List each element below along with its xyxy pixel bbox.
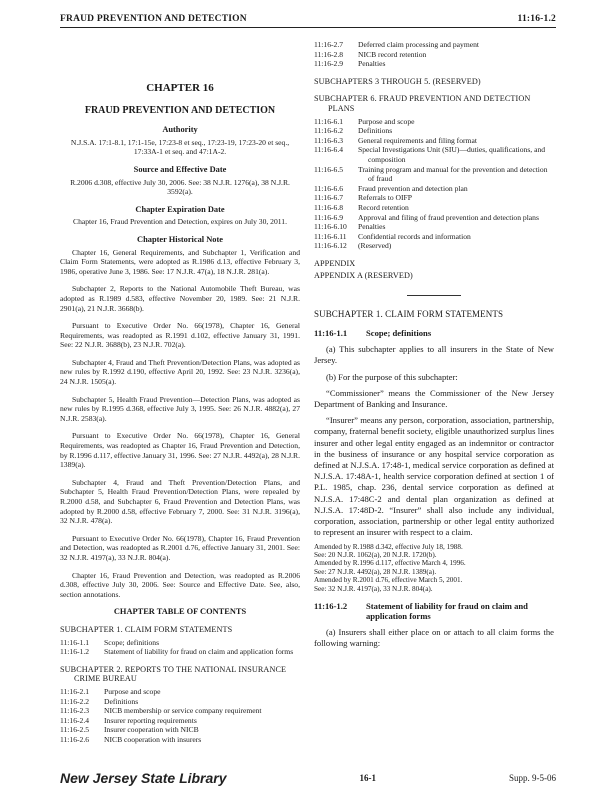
toc-subchapter-title: SUBCHAPTER 1. CLAIM FORM STATEMENTS (60, 624, 233, 634)
history-heading: Chapter Historical Note (137, 234, 223, 244)
history-paragraph: Pursuant to Executive Order No. 66(1978), Chapter 16, Fraud Prevention and Detection, was readopted as R.2001 d.76, effective January 31, 2001. See: 32 N.J.R. 4197(a), 33 N.J.R. 804(a). (60, 533, 300, 562)
toc-entry-number: 11:16-2.2 (60, 696, 90, 706)
toc-entry[interactable] (314, 126, 554, 136)
toc-entry-title: General requirements and filing format (358, 135, 477, 145)
toc-entry-title: Definitions (358, 126, 393, 136)
subchapter-1-title: SUBCHAPTER 1. CLAIM FORM STATEMENTS (314, 309, 504, 320)
amendment-line: Amended by R.2001 d.76, effective March 5, 2001. (314, 576, 463, 585)
toc-entry[interactable] (314, 213, 554, 223)
library-stamp: New Jersey State Library (60, 770, 227, 786)
toc-entry-title: NICB membership or service company requirement (104, 706, 262, 716)
toc-entry-title: Penalties (358, 59, 386, 69)
toc-entry-number: 11:16-6.6 (314, 183, 344, 193)
amendment-line: Amended by R.1988 d.342, effective July 18, 1988. (314, 542, 463, 551)
toc-entry-number: 11:16-6.11 (314, 231, 347, 241)
toc-entry[interactable] (314, 222, 554, 232)
toc-entry-number: 11:16-6.4 (314, 145, 344, 155)
toc-entry[interactable] (60, 687, 300, 697)
toc-entry-number: 11:16-6.8 (314, 202, 344, 212)
toc-entry-title: Insurer reporting requirements (104, 715, 197, 725)
definition-insurer: “Insurer” means any person, corporation, association, partnership, company, fraternal benefit society, eligible unauthorized surplus lines insurer and other legal entity engaged as an indemnitor or contractor in the business of insurance or any hospital service corporation as defined at N.J.S.A. 17:48-1, medical service corporation as defined at N.J.S.A. 17:48A-1, health service corporation defined at section 1 of P.L. 1985, chap. 236, dental service corporation as defined at N.J.S.A. 17:48C-2 and dental plan organization as defined at N.J.S.A. 17:48D-2. “Insurer” shall also include any individual, corporation, association, partnership or other legal entity authorized to represent an insurer with respect to a claim. (314, 415, 554, 538)
header-title: FRAUD PREVENTION AND DETECTION (60, 14, 247, 24)
history-paragraph: Subchapter 4, Fraud and Theft Prevention/Detection Plans, was adopted as new rules by R.1992 d.190, effective April 20, 1992. See: 23 N.J.R. 3236(a), 24 N.J.R. 1505(a). (60, 357, 300, 387)
section-title: Scope; definitions (366, 327, 432, 338)
toc-entry-title: Approval and filing of fraud prevention and detection plans (358, 212, 539, 222)
section-number: 11:16-1.2 (314, 600, 348, 611)
toc-entry[interactable] (60, 725, 300, 735)
toc-entry-title: Insurer cooperation with NICB (104, 725, 199, 735)
authority-heading: Authority (162, 125, 198, 135)
toc-entry-number: 11:16-2.7 (314, 40, 344, 49)
toc-entry[interactable] (314, 117, 554, 127)
toc-entry-title: Referrals to OIFP (358, 193, 412, 203)
chapter-number: CHAPTER 16 (146, 82, 214, 94)
toc-entry-number: 11:16-2.9 (314, 59, 344, 69)
toc-entry[interactable] (314, 184, 554, 194)
toc-entry[interactable] (60, 716, 300, 726)
amendment-line: See: 27 N.J.R. 4492(a), 28 N.J.R. 1389(a). (314, 567, 437, 576)
toc-entry-number: 11:16-6.9 (314, 212, 344, 222)
toc-entry-title: Training program and manual for the prevention and detection of fraud (358, 164, 548, 184)
toc-entry[interactable] (60, 647, 300, 657)
toc-entry-title: NICB record retention (358, 49, 427, 59)
section-heading-1-2 (314, 602, 554, 621)
toc-entry-title: Definitions (104, 696, 139, 706)
supplement-date: Supp. 9-5-06 (509, 773, 556, 783)
expiration-heading: Chapter Expiration Date (135, 204, 225, 214)
amendment-line: See: 20 N.J.R. 1062(a), 20 N.J.R. 1720(b). (314, 550, 437, 559)
amendment-line: Amended by R.1996 d.117, effective March 4, 1996. (314, 559, 466, 568)
history-paragraph: Subchapter 5, Health Fraud Prevention—Detection Plans, was adopted as new rules by R.1995 d.368, effective July 3, 1995. See: 26 N.J.R. 4882(a), 27 N.J.R. 2583(a). (60, 394, 300, 423)
toc-entry-number: 11:16-2.4 (60, 715, 90, 725)
toc-entry[interactable] (314, 241, 554, 251)
toc-entry-title: Purpose and scope (104, 686, 161, 696)
toc-entry[interactable] (314, 50, 554, 60)
toc-entry-number: 11:16-2.6 (60, 734, 90, 744)
toc-entry[interactable] (314, 145, 554, 164)
toc-entry-number: 11:16-6.12 (314, 241, 347, 251)
toc-entry-number: 11:16-6.5 (314, 164, 344, 174)
toc-heading: CHAPTER TABLE OF CONTENTS (113, 607, 247, 617)
toc-entry-title: Special Investigations Unit (SIU)—duties, qualifications, and composition (358, 145, 546, 164)
toc-entry[interactable] (60, 706, 300, 716)
toc-entry-title: Confidential records and information (358, 231, 471, 241)
page-number: 16-1 (359, 773, 377, 783)
right-column (314, 40, 554, 658)
toc-entry-title: Statement of liability for fraud on claim and application forms (104, 647, 294, 657)
toc-entry-title: Penalties (358, 222, 386, 232)
toc-entry-title: Record retention (358, 202, 409, 212)
source-heading: Source and Effective Date (133, 164, 227, 174)
section-number: 11:16-1.1 (314, 327, 348, 338)
toc-entry[interactable] (314, 40, 554, 50)
toc-subchapter-title: SUBCHAPTERS 3 THROUGH 5. (RESERVED) (314, 76, 481, 86)
source-text: R.2006 d.308, effective July 30, 2006. See: 38 N.J.R. 1276(a), 38 N.J.R. 3592(a). (70, 177, 290, 197)
section-title: Statement of liability for fraud on claim and application forms (366, 600, 528, 621)
section-divider (407, 295, 461, 296)
toc-entry[interactable] (314, 232, 554, 242)
history-paragraph: Chapter 16, Fraud Prevention and Detection, was readopted as R.2006 d.308, effective July 30, 2006. See: Source and Effective Date. See, also, section annotations. (60, 570, 300, 599)
toc-entry-title: Deferred claim processing and payment (358, 40, 480, 49)
paragraph-b: (b) For the purpose of this subchapter: (326, 371, 458, 382)
toc-entry-number: 11:16-2.1 (60, 686, 90, 696)
toc-entry-number: 11:16-1.2 (60, 647, 90, 657)
toc-entry[interactable] (314, 136, 554, 146)
running-header (60, 14, 556, 28)
toc-subchapter-title: SUBCHAPTER 2. REPORTS TO THE NATIONAL INSURANCE CRIME BUREAU (60, 664, 287, 684)
history-paragraph: Pursuant to Executive Order No. 66(1978), Chapter 16, General Requirements, was readopted as Chapter 16, Fraud Prevention and Detection, by R.1996 d.117, effective January 31, 1996. See: 27 N.J.R. 4492(a), 28 N.J.R. 1389(a). (60, 431, 301, 470)
section-heading-1-1 (314, 329, 554, 339)
toc-entry-title: (Reserved) (358, 241, 392, 251)
left-column (60, 40, 300, 744)
header-section: 11:16-1.2 (517, 14, 556, 24)
toc-entry[interactable] (60, 735, 300, 745)
section-body (314, 627, 554, 649)
history-paragraph: Subchapter 4, Fraud and Theft Prevention/Detection Plans, and Subchapter 5, Health Fraud Prevention/Detection Plans, were repealed by R.2000 d.58, and Subchapter 6, Fraud Prevention and Detection Plans, was adopted by R.2000 d.58, effective February 7, 2000. See: 31 N.J.R. 3196(a), 32 N.J.R. 478(a). (60, 477, 300, 526)
toc-entry-number: 11:16-6.2 (314, 126, 344, 136)
toc-entry-number: 11:16-2.8 (314, 49, 344, 59)
definition-commissioner: “Commissioner” means the Commissioner of the New Jersey Department of Banking and Insurance. (314, 387, 554, 410)
toc-entry[interactable] (60, 638, 300, 648)
chapter-title: FRAUD PREVENTION AND DETECTION (84, 104, 276, 116)
toc-entry[interactable] (314, 193, 554, 203)
toc-entry-title: Scope; definitions (104, 637, 160, 647)
page-footer (60, 770, 556, 786)
section-body (314, 344, 554, 538)
toc-entry[interactable] (314, 59, 554, 69)
toc-appendix-a: APPENDIX A (RESERVED) (314, 271, 413, 281)
history-paragraph: Subchapter 2, Reports to the National Automobile Theft Bureau, was adopted as R.1989 d.583, effective November 20, 1989. See: 21 N.J.R. 2901(a), 21 N.J.R. 3668(b). (60, 284, 300, 313)
toc-entry-title: NICB cooperation with insurers (104, 734, 202, 744)
toc-entry[interactable] (60, 697, 300, 707)
toc-appendix: APPENDIX (314, 258, 356, 268)
authority-text: N.J.S.A. 17:1-8.1, 17:1-15e, 17:23-8 et seq., 17:23-19, 17:23-20 et seq., 17:33A-1 et seq. and 47:1A-2. (70, 137, 290, 157)
toc-subchapter-title: SUBCHAPTER 6. FRAUD PREVENTION AND DETECTION PLANS (314, 94, 531, 113)
toc-entry-number: 11:16-2.5 (60, 725, 90, 735)
toc-entry-number: 11:16-1.1 (60, 637, 90, 647)
amendment-notes (314, 543, 554, 593)
paragraph-a: (a) Insurers shall either place on or attach to all claim forms the following warning: (314, 627, 554, 649)
toc-entry-title: Purpose and scope (358, 116, 415, 126)
paragraph-a: (a) This subchapter applies to all insurers in the State of New Jersey. (314, 344, 554, 366)
history-notes (60, 248, 300, 600)
toc-entry[interactable] (314, 165, 554, 184)
toc-entry-number: 11:16-6.7 (314, 193, 344, 203)
toc-entry-number: 11:16-6.10 (314, 222, 347, 232)
amendment-line: See: 32 N.J.R. 4197(a), 33 N.J.R. 804(a). (314, 584, 433, 593)
history-paragraph: Chapter 16, General Requirements, and Subchapter 1, Verification and Claim Form Statements, were adopted as R.1986 d.13, effective February 3, 1986, operative June 3, 1986. See: 17 N.J.R. 47(a), 18 N.J.R. 281(a). (60, 247, 300, 276)
history-paragraph: Pursuant to Executive Order No. 66(1978), Chapter 16, General Requirements, was readopted as R.1991 d.102, effective January 31, 1991. See: 22 N.J.R. 3688(b), 23 N.J.R. 702(a). (60, 321, 300, 350)
toc-entry-number: 11:16-6.3 (314, 135, 344, 145)
toc-entry-number: 11:16-6.1 (314, 116, 344, 126)
toc-entry[interactable] (314, 203, 554, 213)
toc-entry-number: 11:16-2.3 (60, 706, 90, 716)
toc-entry-title: Fraud prevention and detection plan (358, 183, 468, 193)
expiration-text: Chapter 16, Fraud Prevention and Detection, expires on July 30, 2011. (73, 217, 287, 227)
